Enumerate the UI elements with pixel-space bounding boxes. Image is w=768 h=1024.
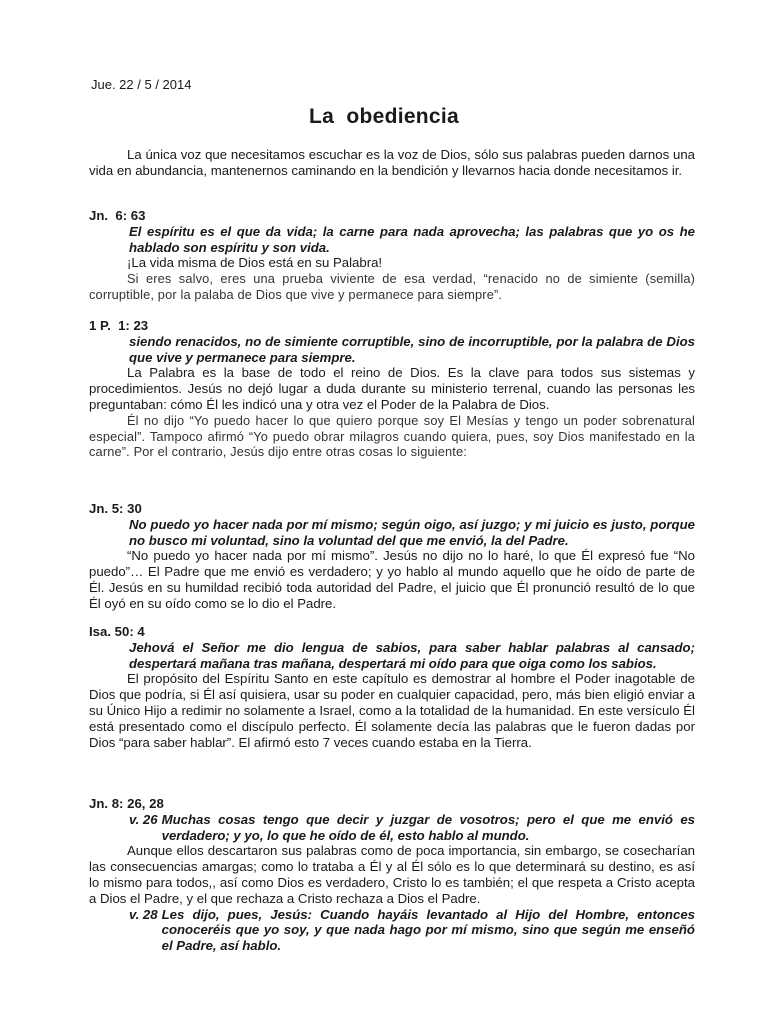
exclamation-line: ¡La vida misma de Dios está en su Palabra! bbox=[127, 255, 383, 271]
bible-verse: No puedo yo hacer nada por mí mismo; según oigo, así juzgo; y mi juicio es justo, porque no busco mi voluntad, sino la voluntad del que me envió, la del Padre. bbox=[129, 516, 695, 548]
section-reference: 1 P. 1: 23 bbox=[89, 318, 149, 333]
section-reference: Jn. 8: 26, 28 bbox=[89, 796, 164, 811]
section-isa-50-4 bbox=[89, 624, 695, 750]
verse-number: v. 26 bbox=[129, 811, 158, 827]
section-reference: Jn. 5: 30 bbox=[89, 501, 142, 516]
commentary-paragraph: Si eres salvo, eres una prueba viviente de esa verdad, “renacido no de simiente (semilla) corruptible, por la palaba de Dios que vive y permanece para siempre”. bbox=[89, 271, 695, 302]
bible-verse: Muchas cosas tengo que decir y juzgar de vosotros; pero el que me envió es verdadero; y yo, lo que he oído de él, esto hablo al mundo. bbox=[161, 811, 695, 843]
section-jn-6-63 bbox=[89, 208, 695, 303]
commentary-paragraph: “No puedo yo hacer nada por mí mismo”. Jesús no dijo no lo haré, lo que Él expresó fue “No puedo”… El Padre que me envió es verdadero; y yo hablo al mundo aquello que he oído de parte de Él. Jesús en su humildad recibió toda autoridad del Padre, el juicio que Él pronunció resultó de lo que Él oyó en su oído como se lo dio el Padre. bbox=[89, 548, 695, 611]
commentary-paragraph: Él no dijo “Yo puedo hacer lo que quiero porque soy El Mesías y tengo un poder sobrenatural especial”. Tampoco afirmó “Yo puedo obrar milagros cuando quiera, pues, soy Dios manifestado en la carne”. Por el contrario, Jesús dijo entre otras cosas lo siguiente: bbox=[89, 412, 695, 460]
commentary-paragraph: El propósito del Espíritu Santo en este capítulo es demostrar al hombre el Poder inagotable de Dios que podría, si Él así quisiera, usar su poder en cualquier capacidad, pero, más bien eligió enviar a su Único Hijo a redimir no solamente a Israel, como a la totalidad de la humanidad. En este versículo Él está presentado como el discípulo perfecto. Él solamente decía las palabras que le fueron dadas por Dios “para saber hablar”. El afirmó esto 7 veces cuando estaba en la Tierra. bbox=[89, 671, 695, 750]
date-line: Jue. 22 / 5 / 2014 bbox=[91, 77, 192, 92]
section-reference: Jn. 6: 63 bbox=[89, 208, 146, 223]
verse-number: v. 28 bbox=[129, 906, 158, 922]
verse-28 bbox=[89, 907, 695, 954]
intro-section bbox=[89, 147, 695, 179]
bible-verse: El espíritu es el que da vida; la carne para nada aprovecha; las palabras que yo os he hablado son espíritu y son vida. bbox=[129, 223, 695, 255]
section-reference: Isa. 50: 4 bbox=[89, 624, 145, 639]
section-jn-5-30 bbox=[89, 501, 695, 612]
bible-verse: Les dijo, pues, Jesús: Cuando hayáis levantado al Hijo del Hombre, entonces conoceréis que yo soy, y que nada hago por mí mismo, sino que según me enseñó el Padre, así hablo. bbox=[161, 906, 695, 954]
section-1p-1-23 bbox=[89, 318, 695, 460]
commentary-paragraph: Aunque ellos descartaron sus palabras como de poca importancia, sin embargo, se cosecharían las consecuencias amargas; como lo trataba a Él y al Él sólo es lo que determinará su destino, es así lo mismo para todos,, así como Dios es verdadero, Cristo lo es también; el que respeta a Cristo acepta a Dios el Padre, y el que rechaza a Cristo rechaza a Dios el Padre. bbox=[89, 843, 695, 906]
commentary-paragraph: La Palabra es la base de todo el reino de Dios. Es la clave para todos sus sistemas y procedimientos. Jesús no dejó lugar a duda durante su ministerio terrenal, cuando las personas les preguntaban: cómo Él les indicó una y otra vez el Poder de la Palabra de Dios. bbox=[89, 365, 695, 412]
bible-verse: siendo renacidos, no de simiente corruptible, sino de incorruptible, por la palabra de Dios que vive y permanece para siempre. bbox=[129, 333, 695, 365]
page-title: La obediencia bbox=[308, 105, 460, 128]
section-jn-8-26-28 bbox=[89, 796, 695, 954]
bible-verse: Jehová el Señor me dio lengua de sabios, para saber hablar palabras al cansado; despertará mañana tras mañana, despertará mi oído para que oiga como los sabios. bbox=[129, 639, 695, 671]
intro-paragraph: La única voz que necesitamos escuchar es la voz de Dios, sólo sus palabras pueden darnos una vida en abundancia, mantenernos caminando en la bendición y llevarnos hacia donde necesitamos ir. bbox=[89, 147, 695, 178]
verse-26 bbox=[89, 812, 695, 844]
